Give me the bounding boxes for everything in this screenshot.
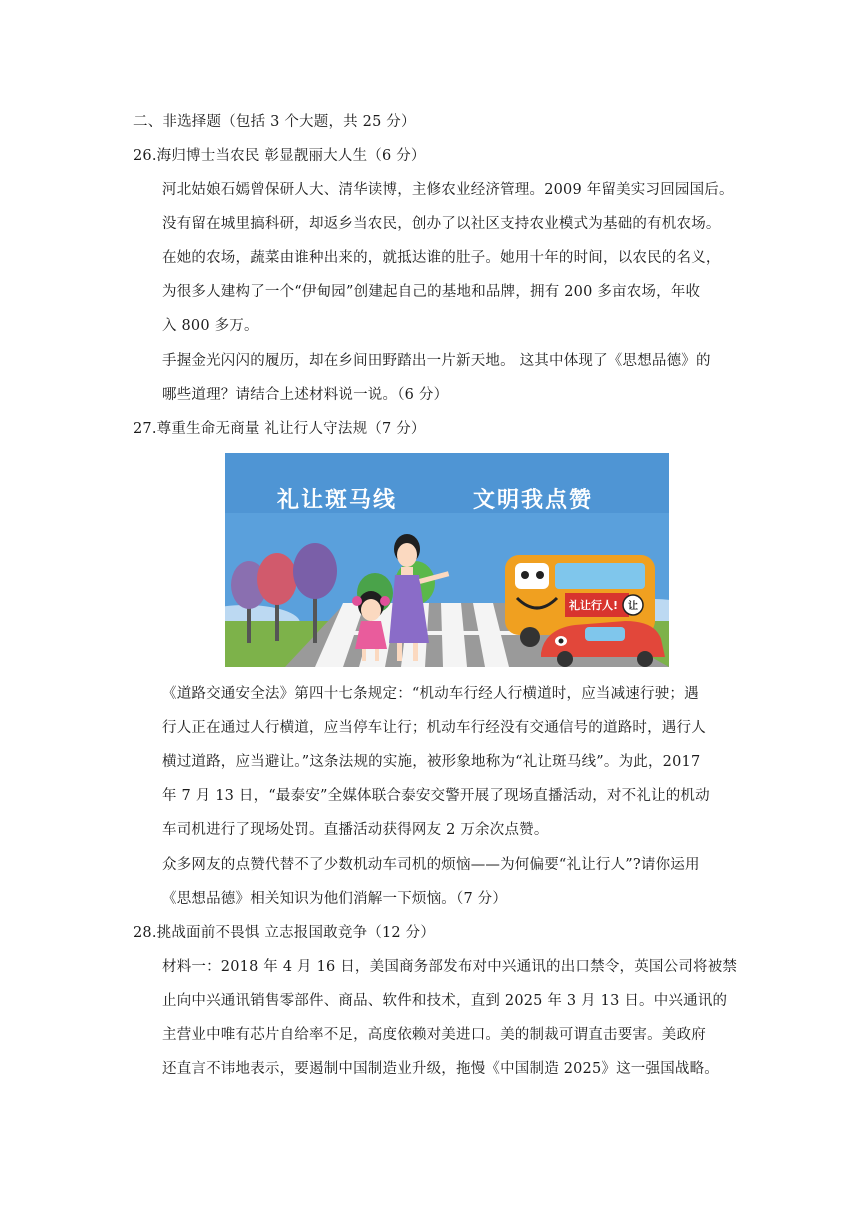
q28-material-line: 材料一：2018 年 4 月 16 日，美国商务部发布对中兴通讯的出口禁令，英国公司将被禁 bbox=[162, 959, 738, 975]
q27-paragraph-line: 《道路交通安全法》第四十七条规定：“机动车行经人行横道时，应当减速行驶；遇 bbox=[162, 686, 699, 702]
q26-question-line: 手握金光闪闪的履历，却在乡间田野踏出一片新天地。 这其中体现了《思想品德》的 bbox=[162, 353, 711, 369]
q26-paragraph-line: 在她的农场，蔬菜由谁种出来的，就抵达谁的肚子。她用十年的时间，以农民的名义， bbox=[162, 250, 721, 266]
q27-question-line: 众多网友的点赞代替不了少数机动车司机的烦恼——为何偏要“礼让行人”?请你运用 bbox=[162, 857, 700, 873]
q28-material-line: 主营业中唯有芯片自给率不足，高度依赖对美进口。美的制裁可谓直击要害。美政府 bbox=[162, 1027, 706, 1043]
q26-paragraph-line: 入 800 多万。 bbox=[162, 318, 259, 334]
q27-question-line: 《思想品德》相关知识为他们消解一下烦恼。（7 分） bbox=[162, 891, 508, 907]
bus-circle-label: 让 bbox=[628, 601, 638, 612]
q27-paragraph-line: 横过道路，应当避让。”这条法规的实施，被形象地称为“礼让斑马线”。为此，2017 bbox=[162, 754, 701, 770]
bus-sign: 礼让行人! bbox=[569, 599, 619, 612]
question-27-heading: 27.尊重生命无商量 礼让行人守法规（7 分） bbox=[133, 421, 426, 437]
question-28-heading: 28.挑战面前不畏惧 立志报国敢竞争（12 分） bbox=[133, 925, 436, 941]
section-title: 二、非选择题（包括 3 个大题，共 25 分） bbox=[133, 114, 416, 130]
q26-question-line: 哪些道理？请结合上述材料说一说。（6 分） bbox=[162, 387, 449, 403]
q27-paragraph-line: 车司机进行了现场处罚。直播活动获得网友 2 万余次点赞。 bbox=[162, 822, 549, 838]
q26-paragraph-line: 河北姑娘石嫣曾保研人大、清华读博，主修农业经济管理。2009 年留美实习回园国后。 bbox=[162, 182, 734, 198]
q28-material-line: 还直言不讳地表示，要遏制中国制造业升级，拖慢《中国制造 2025》这一强国战略。 bbox=[162, 1061, 720, 1077]
q26-paragraph-line: 没有留在城里搞科研，却返乡当农民，创办了以社区支持农业模式为基础的有机农场。 bbox=[162, 216, 721, 232]
caption-right: 文明我点赞 bbox=[473, 488, 594, 513]
q27-paragraph-line: 年 7 月 13 日，“最泰安”全媒体联合泰安交警开展了现场直播活动，对不礼让的机动 bbox=[162, 788, 710, 804]
zebra-crossing-illustration bbox=[225, 453, 669, 667]
q28-material-line: 止向中兴通讯销售零部件、商品、软件和技术，直到 2025 年 3 月 13 日。中兴通讯的 bbox=[162, 993, 728, 1009]
q27-paragraph-line: 行人正在通过人行横道，应当停车让行；机动车行经没有交通信号的道路时，遇行人 bbox=[162, 720, 706, 736]
caption-left: 礼让斑马线 bbox=[277, 488, 398, 513]
q26-paragraph-line: 为很多人建构了一个“伊甸园”创建起自己的基地和品牌，拥有 200 多亩农场，年收 bbox=[162, 284, 701, 300]
question-26-heading: 26.海归博士当农民 彰显靓丽大人生（6 分） bbox=[133, 148, 426, 164]
